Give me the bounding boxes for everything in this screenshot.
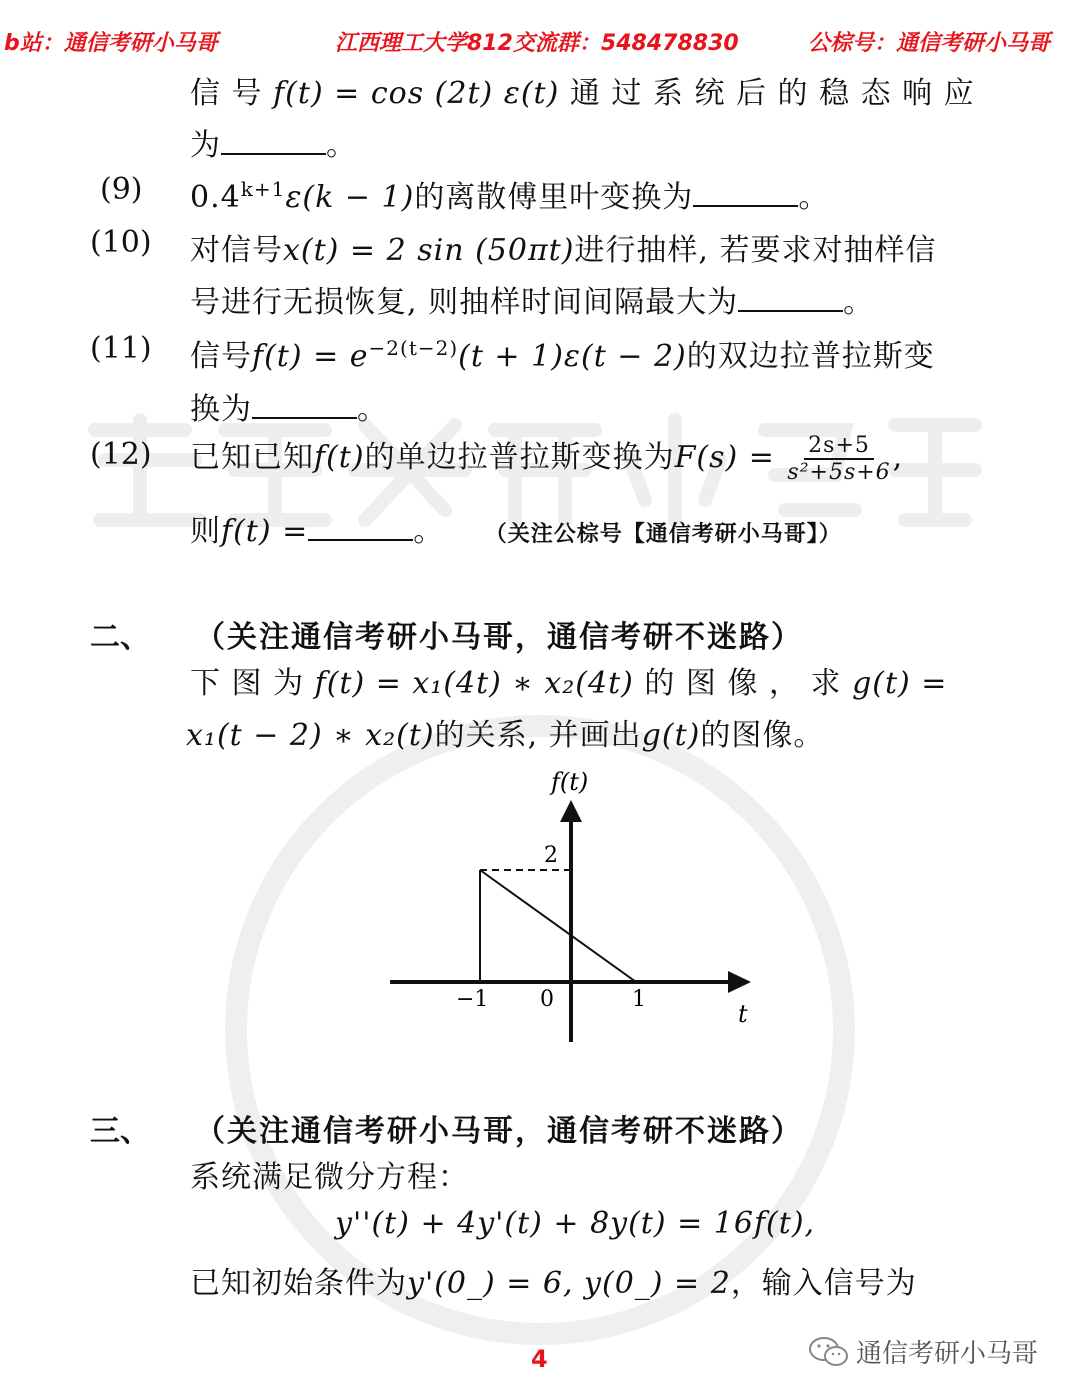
math: f(t) = bbox=[221, 514, 309, 549]
q11-line2 bbox=[190, 384, 388, 428]
sec2-line2 bbox=[186, 710, 824, 754]
text: 的图像。 bbox=[700, 718, 825, 753]
math: g(t) bbox=[641, 718, 701, 753]
text: 进行抽样, 若要求对抽样信 bbox=[574, 233, 937, 268]
text: 的关系, 并画出 bbox=[434, 718, 642, 753]
math: x(t) = 2 sin (50πt) bbox=[283, 233, 575, 268]
math: f(t) bbox=[314, 440, 365, 475]
text: ，输入信号为 bbox=[730, 1266, 917, 1301]
sec3-line1: 系统满足微分方程： bbox=[190, 1160, 469, 1195]
math: y''(t) + 4y'(t) + 8y(t) = 16f(t), bbox=[335, 1206, 816, 1241]
q9-line bbox=[190, 172, 829, 216]
text: 已知初始条件为 bbox=[190, 1266, 407, 1301]
q12-line1 bbox=[190, 432, 903, 485]
t-axis-arrow bbox=[728, 971, 751, 993]
x-axis-label: t bbox=[738, 1000, 748, 1028]
q9-number: (9) bbox=[100, 172, 143, 207]
text: 。 bbox=[798, 180, 830, 215]
signal-ramp bbox=[480, 870, 636, 982]
answer-blank bbox=[308, 513, 413, 541]
text: , bbox=[892, 440, 904, 475]
text: 。 bbox=[843, 285, 875, 320]
peak-label: 2 bbox=[544, 843, 558, 868]
header-center: 江西理工大学812交流群：548478830 bbox=[335, 31, 739, 56]
text: 号进行无损恢复, 则抽样时间间隔最大为 bbox=[190, 285, 739, 320]
numerator: 2s+5 bbox=[804, 433, 874, 460]
answer-blank bbox=[221, 127, 326, 155]
section-2-number: 二、 bbox=[90, 620, 150, 655]
text: 信号 bbox=[190, 339, 252, 374]
page-number: 4 bbox=[531, 1345, 548, 1373]
q8-line2 bbox=[190, 120, 357, 164]
brand-footer bbox=[808, 1333, 1038, 1370]
wechat-icon bbox=[808, 1336, 850, 1368]
tick-neg1: −1 bbox=[456, 987, 489, 1012]
math: x₁(t − 2) ∗ x₂(t) bbox=[186, 718, 435, 753]
section-3-number: 三、 bbox=[90, 1114, 150, 1149]
math: F(s) = bbox=[674, 440, 786, 475]
text: 为 bbox=[190, 128, 221, 163]
math: 0.4 bbox=[190, 180, 241, 215]
q10-line1 bbox=[190, 225, 937, 269]
text: 通 过 系 统 后 的 稳 态 响 应 bbox=[559, 76, 975, 111]
sec2-line1 bbox=[190, 658, 947, 702]
text: 。 bbox=[413, 514, 445, 549]
math: g(t) = bbox=[852, 666, 948, 701]
q10-number: (10) bbox=[90, 225, 152, 260]
text: 则 bbox=[190, 514, 221, 549]
math: f(t) = e bbox=[252, 339, 369, 374]
promo-note: （关注公棕号【通信考研小马哥】） bbox=[484, 522, 842, 547]
text: 信 号 bbox=[190, 76, 274, 111]
header-left: b站：通信考研小马哥 bbox=[4, 31, 218, 56]
text: 。 bbox=[326, 128, 357, 163]
sec3-line3 bbox=[190, 1258, 917, 1302]
sec3-equation bbox=[335, 1206, 815, 1241]
signal-figure bbox=[380, 760, 780, 1050]
section-2-heading: （关注通信考研小马哥，通信考研不迷路） bbox=[195, 620, 803, 655]
text: 对信号 bbox=[190, 233, 283, 268]
math-sup: k+1 bbox=[240, 177, 286, 201]
math: f(t) = x₁(4t) ∗ x₂(4t) bbox=[314, 666, 634, 701]
q12-line2 bbox=[190, 506, 842, 550]
header-right: 公棕号：通信考研小马哥 bbox=[808, 31, 1051, 56]
text: 的单边拉普拉斯变换为 bbox=[364, 440, 675, 475]
math: y'(0_) = 6, y(0_) = 2 bbox=[407, 1266, 731, 1301]
answer-blank bbox=[252, 391, 357, 419]
brand-name: 通信考研小马哥 bbox=[856, 1339, 1039, 1369]
q11-number: (11) bbox=[90, 331, 152, 366]
y-axis-label: f(t) bbox=[551, 768, 589, 796]
text: 。 bbox=[357, 392, 388, 427]
answer-blank bbox=[738, 284, 843, 312]
section-3-heading: （关注通信考研小马哥，通信考研不迷路） bbox=[195, 1114, 803, 1149]
text: 的双边拉普拉斯变 bbox=[686, 339, 935, 374]
math: (t + 1)ε(t − 2) bbox=[458, 339, 687, 374]
answer-blank bbox=[693, 179, 798, 207]
denominator: s²+5s+6 bbox=[787, 460, 891, 485]
tick-1: 1 bbox=[632, 987, 646, 1012]
math: f(t) = cos (2t) ε(t) bbox=[273, 76, 560, 111]
text: 已知已知 bbox=[190, 440, 314, 475]
f-axis-arrow bbox=[560, 800, 582, 822]
text: 的 图 像 ， 求 bbox=[633, 666, 853, 701]
text: 下 图 为 bbox=[190, 666, 315, 701]
q8-line1 bbox=[190, 68, 975, 112]
fraction bbox=[787, 433, 890, 485]
q11-line1 bbox=[190, 331, 935, 375]
math: ε(k − 1) bbox=[285, 180, 415, 215]
tick-0: 0 bbox=[540, 987, 554, 1012]
q10-line2 bbox=[190, 277, 874, 321]
text: 换为 bbox=[190, 392, 252, 427]
text: 的离散傅里叶变换为 bbox=[414, 180, 694, 215]
math-sup: −2(t−2) bbox=[368, 336, 459, 360]
q12-number: (12) bbox=[90, 437, 152, 472]
